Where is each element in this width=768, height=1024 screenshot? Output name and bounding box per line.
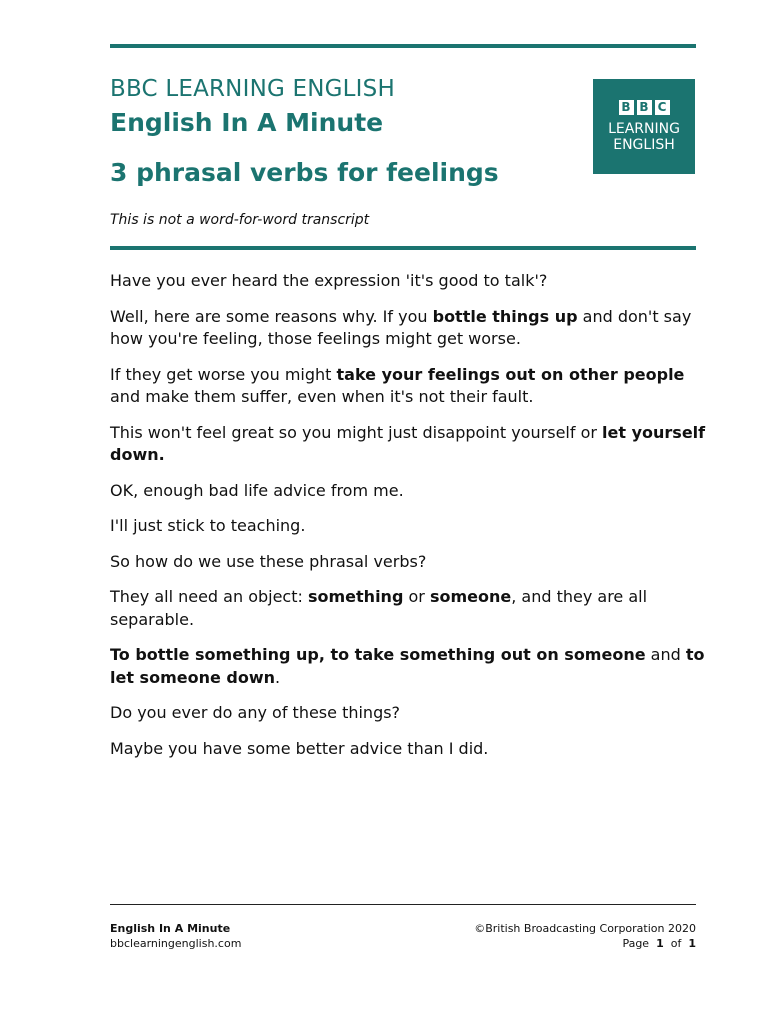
transcript-body	[110, 270, 710, 773]
page-label: Page	[622, 937, 650, 950]
paragraph-text: Well, here are some reasons why. If you	[110, 306, 433, 326]
logo-block: B	[619, 100, 634, 115]
transcript-paragraph	[110, 480, 710, 503]
bbc-learning-english-logo	[593, 79, 695, 174]
page-current: 1	[656, 937, 664, 950]
paragraph-text: .	[275, 667, 281, 687]
transcript-paragraph	[110, 738, 710, 761]
paragraph-text: and make them suffer, even when it's not their fault.	[110, 387, 534, 406]
footer-copyright: ©British Broadcasting Corporation 2020	[474, 922, 696, 935]
paragraph-text: This won't feel great so you might just disappoint yourself or	[110, 422, 603, 442]
paragraph-text: and don't say how you're feeling, those feelings might get worse.	[110, 306, 692, 348]
page-of: of	[670, 937, 682, 950]
transcript-paragraph	[110, 306, 710, 351]
footer-left	[110, 921, 241, 951]
brand-heading: BBC LEARNING ENGLISH	[110, 76, 395, 102]
footer-right	[474, 921, 696, 951]
footer-rule	[110, 904, 696, 905]
paragraph-text: I'll just stick to teaching.	[110, 516, 306, 535]
paragraph-text: Do you ever do any of these things?	[110, 703, 401, 722]
paragraph-text: They all need an object:	[110, 587, 308, 606]
bbc-blocks	[619, 100, 670, 115]
transcript-paragraph	[110, 644, 710, 689]
page-total: 1	[688, 937, 696, 950]
phrasal-verb-highlight: take your feelings out on other people	[336, 364, 685, 384]
logo-block: B	[637, 100, 652, 115]
paragraph-text: and	[645, 645, 686, 664]
paragraph-text: OK, enough bad life advice from me.	[110, 480, 404, 500]
footer-site-link[interactable]: bbclearningenglish.com	[110, 937, 242, 950]
transcript-paragraph	[110, 515, 710, 538]
phrasal-verb-highlight: let yourself down.	[110, 422, 706, 464]
phrasal-verb-highlight: bottle things up	[432, 306, 578, 326]
transcript-paragraph	[110, 586, 710, 631]
paragraph-text: or	[403, 587, 430, 606]
paragraph-text: Have you ever heard the expression 'it's good to talk'?	[110, 271, 548, 290]
transcript-paragraph	[110, 551, 710, 574]
paragraph-text: If they get worse you might	[110, 364, 337, 384]
paragraph-text: Maybe you have some better advice than I did.	[110, 738, 489, 758]
phrasal-verb-highlight: something	[307, 587, 404, 606]
transcript-paragraph	[110, 270, 710, 293]
phrasal-verb-highlight: to let someone down	[110, 645, 705, 687]
paragraph-text: So how do we use these phrasal verbs?	[110, 551, 427, 571]
transcript-paragraph	[110, 364, 710, 409]
header-divider	[110, 246, 696, 250]
page-number	[474, 936, 696, 951]
transcript-paragraph	[110, 422, 710, 467]
page-title: 3 phrasal verbs for feelings	[110, 158, 499, 187]
transcript-paragraph	[110, 702, 710, 725]
phrasal-verb-highlight: To bottle something up, to take something out on someone	[110, 645, 646, 664]
footer-series: English In A Minute	[110, 922, 231, 935]
transcript-note: This is not a word-for-word transcript	[110, 212, 370, 228]
paragraph-text: , and they are all separable.	[110, 587, 648, 629]
series-title: English In A Minute	[110, 108, 384, 137]
logo-line-2: ENGLISH	[613, 137, 675, 153]
phrasal-verb-highlight: someone	[429, 587, 512, 606]
logo-line-1: LEARNING	[608, 121, 680, 137]
top-rule	[110, 44, 696, 48]
logo-block: C	[655, 100, 670, 115]
